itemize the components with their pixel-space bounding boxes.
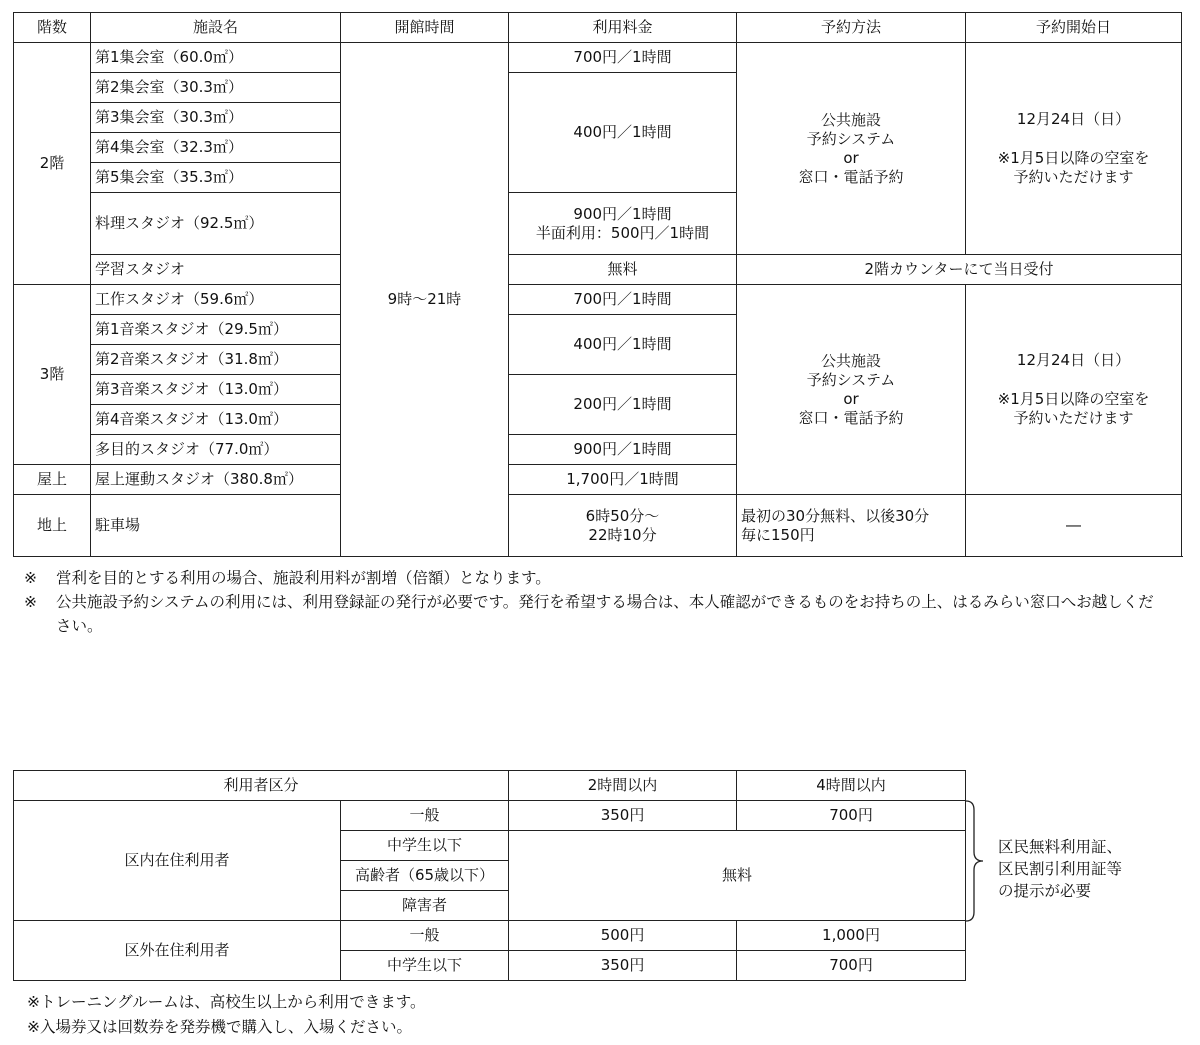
nonresident-label: 区外在住利用者	[14, 921, 341, 981]
method-line: 窓口・電話予約	[798, 408, 904, 427]
facility-name: 工作スタジオ（59.6㎡）	[91, 285, 341, 315]
start-note: 予約いただけます	[1013, 168, 1134, 186]
brace-note-line: 区民無料利用証、	[998, 838, 1123, 856]
facility-name: 第4集会室（32.3㎡）	[91, 133, 341, 163]
study-counter: 2階カウンターにて当日受付	[737, 255, 1182, 285]
note-mark: ※	[24, 569, 37, 587]
fee-cell: 700円／1時間	[509, 43, 737, 73]
facility-name: 駐車場	[91, 495, 341, 557]
note-item	[24, 590, 1166, 638]
header-hours: 開館時間	[341, 13, 509, 43]
hours-main: 9時～21時	[341, 43, 509, 557]
header-4h: 4時間以内	[737, 771, 966, 801]
facility-name: 第2集会室（30.3㎡）	[91, 73, 341, 103]
hours-parking	[509, 495, 737, 557]
fee-parking	[737, 495, 966, 557]
floor-ground: 地上	[14, 495, 91, 557]
facility-name: 第4音楽スタジオ（13.0㎡）	[91, 405, 341, 435]
fee-cell: 350円	[509, 951, 737, 981]
method-line: or	[843, 389, 859, 408]
training-fee-table	[13, 770, 966, 981]
reservation-method	[737, 43, 966, 255]
header-facility: 施設名	[91, 13, 341, 43]
note-mark: ※	[24, 593, 37, 611]
category: 障害者	[341, 891, 509, 921]
category: 中学生以下	[341, 951, 509, 981]
start-date: 12月24日（日）	[1016, 351, 1131, 369]
fee-cell: 350円	[509, 801, 737, 831]
note-text: ※入場券又は回数券を発券機で購入し、入場ください。	[27, 1018, 412, 1036]
free-cell: 無料	[509, 831, 966, 921]
facility-name: 第5集会室（35.3㎡）	[91, 163, 341, 193]
note-item	[24, 566, 1166, 590]
note-text: ※トレーニングルームは、高校生以上から利用できます。	[27, 993, 426, 1011]
header-user-category: 利用者区分	[14, 771, 509, 801]
method-line: 公共施設	[820, 351, 881, 370]
method-line: 予約システム	[806, 129, 896, 148]
start-note: ※1月5日以降の空室を	[997, 390, 1150, 408]
fee-cell: 900円／1時間	[509, 435, 737, 465]
facility-name: 第1音楽スタジオ（29.5㎡）	[91, 315, 341, 345]
start-date-cell	[966, 285, 1182, 495]
facility-name: 第2音楽スタジオ（31.8㎡）	[91, 345, 341, 375]
fee-cell: 700円	[737, 951, 966, 981]
reservation-method	[737, 285, 966, 495]
resident-label: 区内在住利用者	[14, 801, 341, 921]
method-line: 窓口・電話予約	[798, 167, 904, 186]
brace-note-line: 区民割引利用証等	[998, 860, 1123, 878]
facility-table	[13, 12, 1182, 557]
fee-cell: 400円／1時間	[509, 315, 737, 375]
header-floor: 階数	[14, 13, 91, 43]
facility-name: 多目的スタジオ（77.0㎡）	[91, 435, 341, 465]
fee-cell: 700円／1時間	[509, 285, 737, 315]
method-line: or	[843, 148, 859, 167]
brace-note	[998, 836, 1122, 902]
fee-line: 半面利用：500円／1時間	[535, 223, 710, 242]
header-start-date: 予約開始日	[966, 13, 1182, 43]
start-date: 12月24日（日）	[1016, 110, 1131, 128]
floor-3: 3階	[14, 285, 91, 465]
brace-note-line: の提示が必要	[998, 882, 1092, 900]
header-2h: 2時間以内	[509, 771, 737, 801]
hours-line: 22時10分	[588, 525, 657, 544]
fee-cell	[509, 193, 737, 255]
category: 一般	[341, 801, 509, 831]
category: 一般	[341, 921, 509, 951]
method-line: 公共施設	[820, 110, 881, 129]
fee-cell: 200円／1時間	[509, 375, 737, 435]
fee-cell: 1,700円／1時間	[509, 465, 737, 495]
note-text: 公共施設予約システムの利用には、利用登録証の発行が必要です。発行を希望する場合は、本人確認ができるものをお持ちの上、はるみらい窓口へお越しください。	[56, 593, 1154, 635]
facility-name: 屋上運動スタジオ（380.8㎡）	[91, 465, 341, 495]
category: 高齢者（65歳以下）	[341, 861, 509, 891]
training-notes	[27, 990, 425, 1040]
fee-line: 900円／1時間	[573, 204, 672, 223]
facility-name: 第3集会室（30.3㎡）	[91, 103, 341, 133]
note-text: 営利を目的とする利用の場合、施設利用料が割増（倍額）となります。	[56, 569, 551, 587]
fee-line: 最初の30分無料、以後30分	[741, 506, 930, 525]
floor-2: 2階	[14, 43, 91, 285]
hours-line: 6時50分～	[585, 506, 660, 525]
fee-line: 毎に150円	[741, 525, 815, 544]
start-note: 予約いただけます	[1013, 409, 1134, 427]
facility-name: 第1集会室（60.0㎡）	[91, 43, 341, 73]
facility-name: 第3音楽スタジオ（13.0㎡）	[91, 375, 341, 405]
facility-name: 学習スタジオ	[91, 255, 341, 285]
header-fee: 利用料金	[509, 13, 737, 43]
fee-cell: 1,000円	[737, 921, 966, 951]
fee-cell: 無料	[509, 255, 737, 285]
start-note: ※1月5日以降の空室を	[997, 149, 1150, 167]
start-date-cell	[966, 43, 1182, 255]
fee-cell: 500円	[509, 921, 737, 951]
header-method: 予約方法	[737, 13, 966, 43]
floor-roof: 屋上	[14, 465, 91, 495]
parking-dash: ―	[966, 495, 1182, 557]
category: 中学生以下	[341, 831, 509, 861]
method-line: 予約システム	[806, 370, 896, 389]
curly-brace-icon	[964, 800, 992, 922]
fee-cell: 400円／1時間	[509, 73, 737, 193]
fee-cell: 700円	[737, 801, 966, 831]
facility-name: 料理スタジオ（92.5㎡）	[91, 193, 341, 255]
notes-section	[24, 566, 1166, 638]
